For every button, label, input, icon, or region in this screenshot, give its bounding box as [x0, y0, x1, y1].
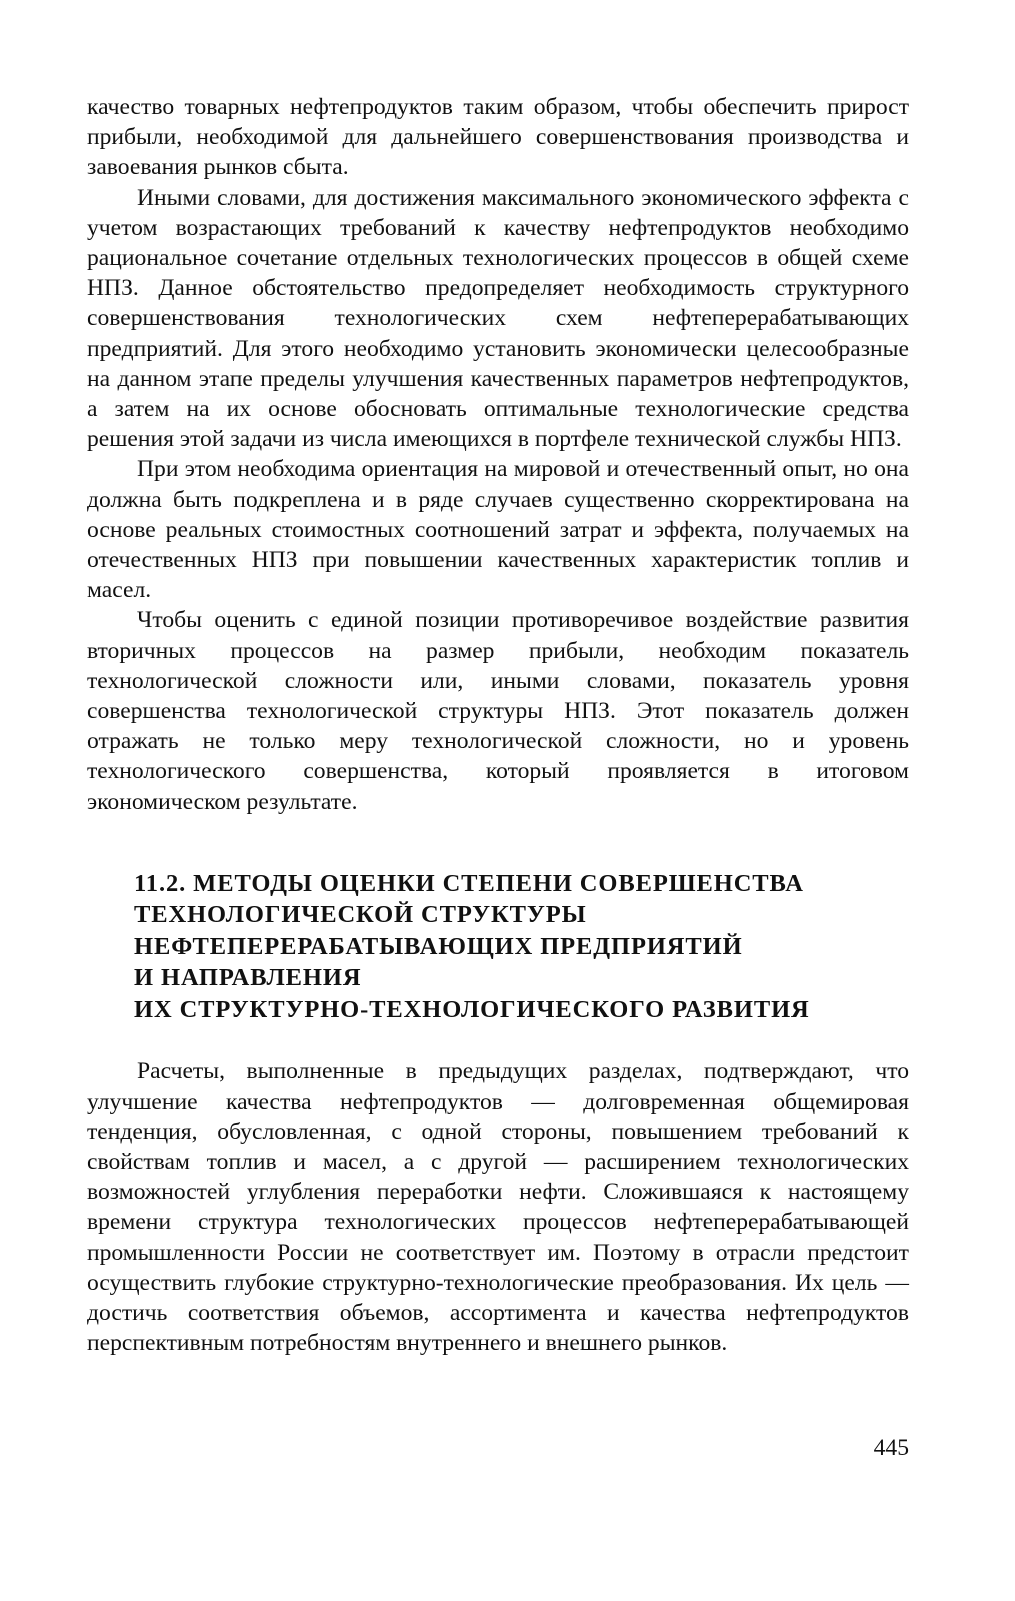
section-body	[87, 1056, 909, 1358]
section-heading-line-1: 11.2. МЕТОДЫ ОЦЕНКИ СТЕПЕНИ СОВЕРШЕНСТВА	[134, 869, 804, 897]
section-heading-line-4: И НАПРАВЛЕНИЯ	[134, 964, 362, 992]
section-heading-line-3: НЕФТЕПЕРЕРАБАТЫВАЮЩИХ ПРЕДПРИЯТИЙ	[134, 932, 743, 960]
paragraph-complexity-indicator: Чтобы оценить с единой позиции противоречивое воздействие развития вторичных процессов на размер прибыли, необходим показатель технологической сложности или, иными словами, показатель уровня совершенства технологической структуры НПЗ. Этот показатель должен отражать не только меру технологической сложности, но и уровень технологического совершенства, который проявляется в итоговом экономическом результате.	[87, 607, 909, 815]
section-heading-line-2: ТЕХНОЛОГИЧЕСКОЙ СТРУКТУРЫ	[134, 901, 587, 929]
paragraph-world-experience: При этом необходима ориентация на мировой и отечественный опыт, но она должна быть подкреплена и в ряде случаев существенно скорректирована на основе реальных стоимостных соотношений затрат и эффекта, получаемых на отечественных НПЗ при повышении качественных характеристик топлив и масел.	[87, 456, 909, 604]
page-content	[87, 92, 909, 1358]
paragraph-continuation: качество товарных нефтепродуктов таким образом, чтобы обеспечить прирост прибыли, необходимой для дальнейшего совершенствования производства и завоевания рынков сбыта.	[87, 94, 909, 181]
paragraph-economic-effect: Иными словами, для достижения максимального экономического эффекта с учетом возрастающих требований к качеству нефтепродуктов необходимо рациональное сочетание отдельных технологических процессов в общей схеме НПЗ. Данное обстоятельство предопределяет необходимость структурного совершенствования технологических схем нефтеперерабатывающих предприятий. Для этого необходимо установить экономически целесообразные на данном этапе пределы улучшения качественных параметров нефтепродуктов, а затем на их основе обосновать оптимальные технологические средства решения этой задачи из числа имеющихся в портфеле технической службы НПЗ.	[87, 184, 909, 453]
page-number: 445	[873, 1435, 909, 1461]
section-heading-line-5: ИХ СТРУКТУРНО-ТЕХНОЛОГИЧЕСКОГО РАЗВИТИЯ	[134, 995, 810, 1023]
paragraph-calculations: Расчеты, выполненные в предыдущих разделах, подтверждают, что улучшение качества нефтепродуктов — долговременная общемировая тенденция, обусловленная, с одной стороны, повышением требований к свойствам топлив и масел, а с другой — расширением технологических возможностей углубления переработки нефти. Сложившаяся к настоящему времени структура технологических процессов нефтеперерабатывающей промышленности России не соответствует им. Поэтому в отрасли предстоит осуществить глубокие структурно-технологические преобразования. Их цель — достичь соответствия объемов, ассортимента и качества нефтепродуктов перспективным потребностям внутреннего и внешнего рынков.	[87, 1058, 909, 1357]
section-heading	[134, 868, 909, 1026]
